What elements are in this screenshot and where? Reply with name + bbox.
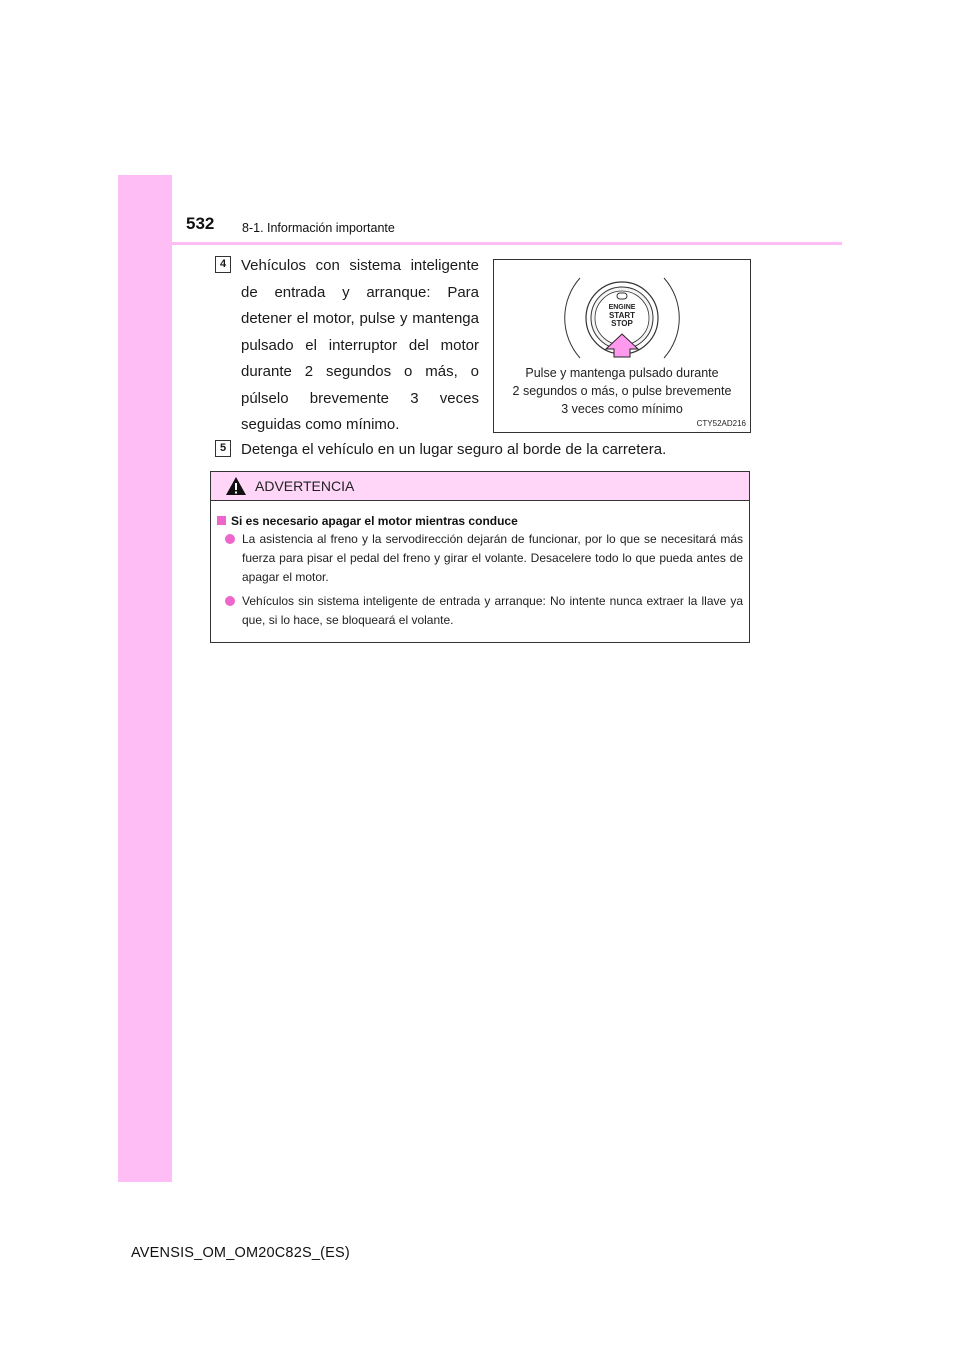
engine-button-figure [493,259,751,433]
button-label-stop: STOP [611,319,633,328]
page-number: 532 [186,214,215,233]
footer-document-code: AVENSIS_OM_OM20C82S_(ES) [131,1245,350,1261]
warning-box [210,471,750,643]
warning-bullet-text: La asistencia al freno y la servodirección dejarán de funcionar, por lo que se necesitará más fuerza para pisar el pedal del freno y girar el volante. Desacelere todo lo que pueda antes de apagar el motor. [242,532,743,584]
step-4-text: Vehículos con sistema inteligente de entrada y arranque: Para detener el motor, pulse y mantenga pulsado el interruptor del motor durante 2 segundos o más, o púlselo brevemente 3 veces seguidas como mínimo. [241,257,479,433]
warning-subheading [217,514,745,528]
warning-title: ADVERTENCIA [255,478,355,494]
chapter-side-band [118,175,172,1182]
circle-bullet-icon [225,534,235,544]
button-label-engine: ENGINE [608,304,636,311]
figure-caption: Pulse y mantenga pulsado durante 2 segundos o más, o pulse brevemente 3 veces como mínimo [512,366,732,416]
step-number-5: 5 [215,440,231,457]
header-rule [118,242,842,245]
figure-code: CTY52AD216 [696,419,746,428]
square-bullet-icon [217,516,226,525]
warning-bullet-text: Vehículos sin sistema inteligente de entrada y arranque: No intente nunca extraer la llave ya que, si lo hace, se bloqueará el volante. [242,594,743,627]
warning-header [211,472,749,501]
step-5-text: Detenga el vehículo en un lugar seguro al borde de la carretera. [241,441,667,458]
button-label-start: START [608,311,636,320]
warning-bullet [225,530,743,587]
warning-bullet [225,592,743,630]
warning-subheading-text: Si es necesario apagar el motor mientras conduce [231,514,518,528]
left-arc-icon [565,278,580,358]
right-arc-icon [664,278,679,358]
section-title: 8-1. Información importante [242,221,395,235]
warning-triangle-icon [225,476,247,496]
step-number-4: 4 [215,256,231,273]
circle-bullet-icon [225,596,235,606]
